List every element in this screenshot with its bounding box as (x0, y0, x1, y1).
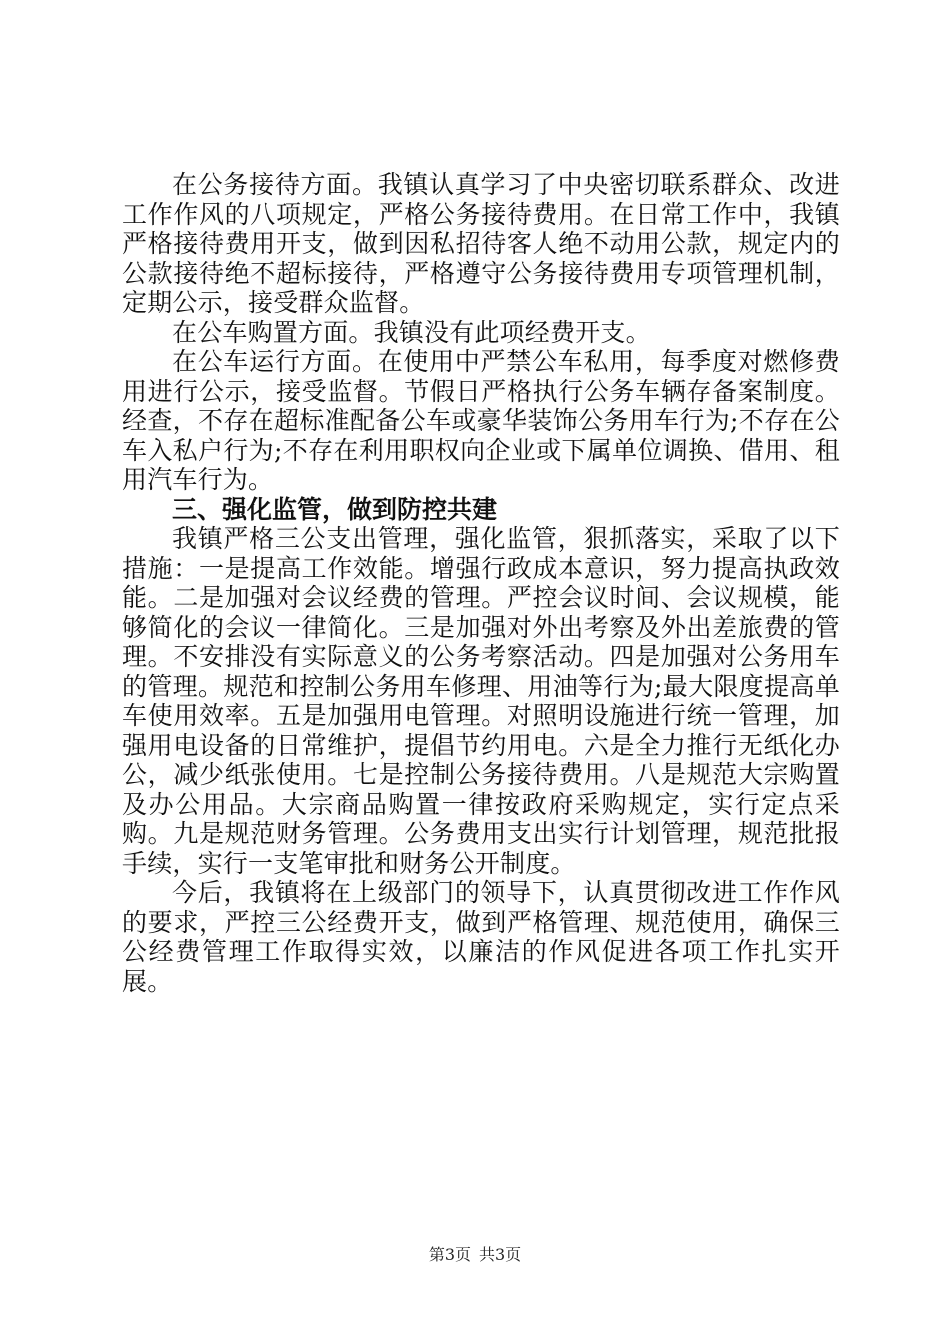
section-heading: 三、强化监管，做到防控共建 (172, 494, 498, 524)
page-number: 第3页 (428, 1245, 471, 1264)
paragraph-conclusion: 今后，我镇将在上级部门的领导下，认真贯彻改进工作作风的要求，严控三公经费开支，做到严格管理、规范使用，确保三公经费管理工作取得实效，以廉洁的作风促进各项工作扎实开展。 (122, 878, 840, 996)
paragraph-vehicle-purchase: 在公车购置方面。我镇没有此项经费开支。 (172, 317, 651, 347)
page-footer (0, 1245, 950, 1265)
paragraph-reception: 在公务接待方面。我镇认真学习了中央密切联系群众、改进工作作风的八项规定，严格公务接待费用。在日常工作中，我镇严格接待费用开支，做到因私招待客人绝不动用公款，规定内的公款接待绝不超标接待，严格遵守公务接待费用专项管理机制，定期公示，接受群众监督。 (122, 170, 840, 317)
paragraph-vehicle-operation: 在公车运行方面。在使用中严禁公车私用，每季度对燃修费用进行公示，接受监督。节假日严格执行公务车辆存备案制度。经查，不存在超标准配备公车或豪华装饰公务用车行为;不存在公车入私户行为;不存在利用职权向企业或下属单位调换、借用、租用汽车行为。 (122, 347, 840, 494)
document-body (122, 170, 840, 996)
paragraph-measures: 我镇严格三公支出管理，强化监管，狠抓落实，采取了以下措施：一是提高工作效能。增强行政成本意识，努力提高执政效能。二是加强对会议经费的管理。严控会议时间、会议规模，能够简化的会议一律简化。三是加强对外出考察及外出差旅费的管理。不安排没有实际意义的公务考察活动。四是加强对公务用车的管理。规范和控制公务用车修理、用油等行为;最大限度提高单车使用效率。五是加强用电管理。对照明设施进行统一管理，加强用电设备的日常维护，提倡节约用电。六是全力推行无纸化办公，减少纸张使用。七是控制公务接待费用。八是规范大宗购置及办公用品。大宗商品购置一律按政府采购规定，实行定点采购。九是规范财务管理。公务费用支出实行计划管理，规范批报手续，实行一支笔审批和财务公开制度。 (122, 524, 840, 878)
page-total: 共3页 (479, 1245, 522, 1264)
